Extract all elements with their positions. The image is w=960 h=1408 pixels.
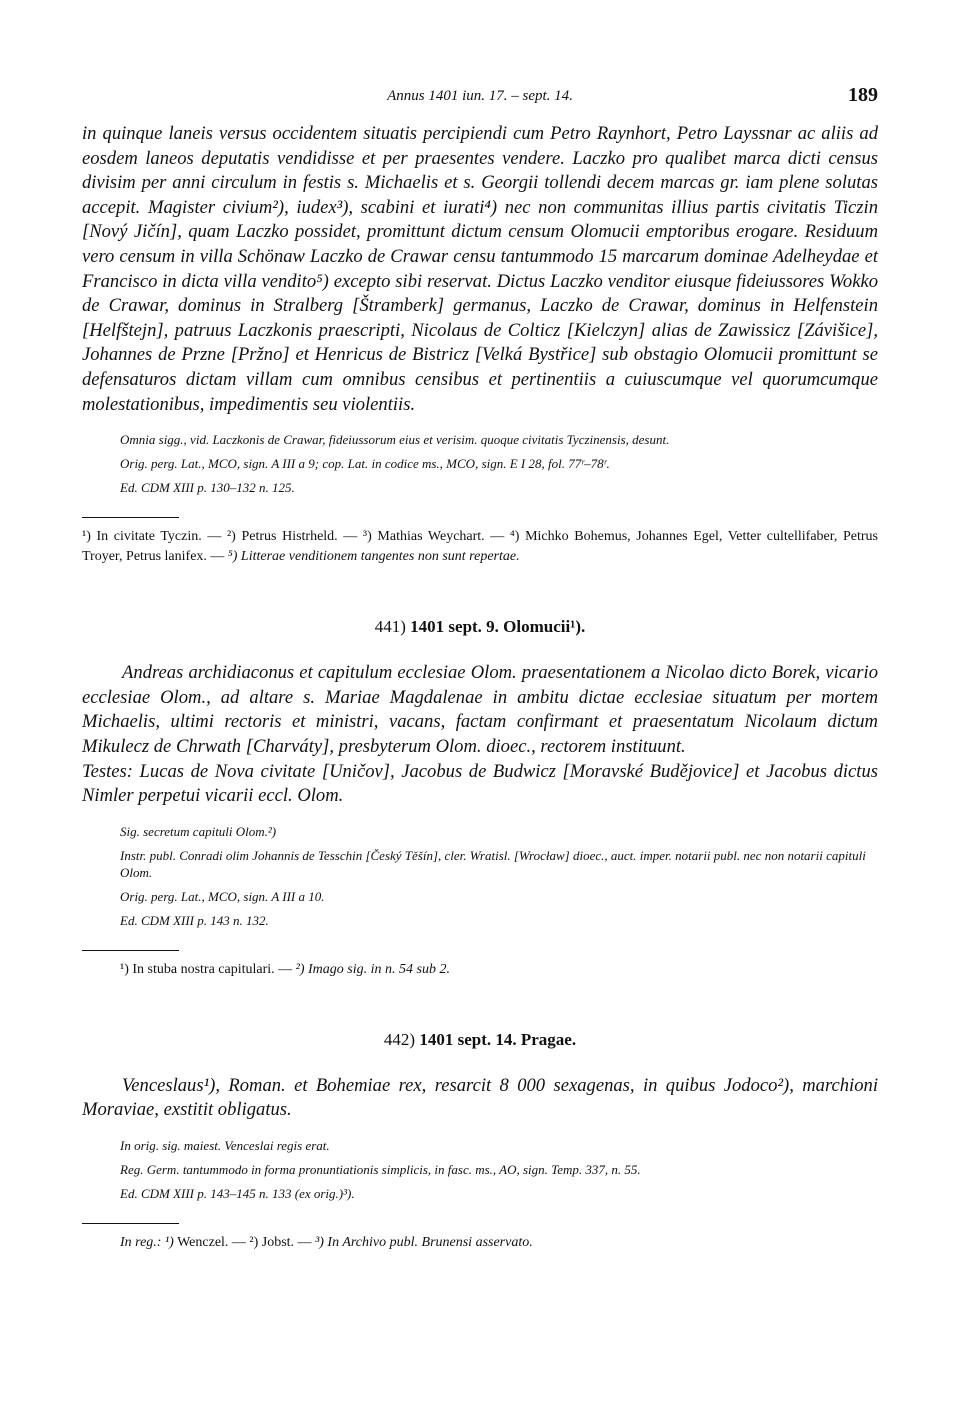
document-date: 1401 sept. 9. Olomucii¹). bbox=[410, 617, 586, 637]
footnote-text: In reg.: ¹) bbox=[120, 1234, 174, 1250]
page-header bbox=[82, 84, 878, 112]
document-number: 441) bbox=[374, 617, 406, 637]
source-note: Orig. perg. Lat., MCO, sign. A III a 9; cop. Lat. in codice ms., MCO, sign. E I 28, fol. 77ʳ–78ʳ. bbox=[120, 456, 610, 472]
seal-note: In orig. sig. maiest. Venceslai regis erat. bbox=[120, 1137, 330, 1153]
edition-note: Ed. CDM XIII p. 143 n. 132. bbox=[120, 912, 269, 928]
footnotes bbox=[82, 527, 878, 567]
footnote-text: ³) In Archivo publ. Brunensi asservato. bbox=[315, 1234, 533, 1250]
document-440 bbox=[82, 122, 878, 567]
footnote-divider bbox=[82, 517, 179, 518]
document-heading bbox=[82, 617, 878, 637]
footnotes bbox=[82, 960, 878, 980]
footnote-text: ⁵) Litterae venditionem tangentes non sunt repertae. bbox=[227, 549, 520, 565]
document-441 bbox=[82, 617, 878, 980]
footnote-divider bbox=[82, 1223, 179, 1224]
document-number: 442) bbox=[383, 1029, 416, 1049]
regest-text: Andreas archidiaconus et capitulum ecclesiae Olom. praesentationem a Nicolao dicto Borek, vicario ecclesiae Olom., ad altare s. Mariae Magdalenae in ambitu dictae ecclesiae situatum per mortem Michaelis, ultimi rectoris et ministri, vacans, factam confirmant et praesentatum Nicolaum dictum Mikulecz de Chrwath [Charváty], presbyterum Olom. dioec., rectorem instituunt. bbox=[82, 662, 878, 757]
page-number: 189 bbox=[848, 84, 878, 106]
document-442 bbox=[82, 1030, 878, 1253]
document-heading bbox=[82, 1030, 878, 1050]
footnotes bbox=[82, 1233, 878, 1253]
edition-note: Ed. CDM XIII p. 143–145 n. 133 (ex orig.)³). bbox=[120, 1185, 355, 1201]
footnote-text: Wenczel. — ²) Jobst. — bbox=[177, 1234, 312, 1250]
document-page bbox=[82, 84, 878, 1253]
regest-text: Venceslaus¹), Roman. et Bohemiae rex, resarcit 8 000 sexagenas, in quibus Jodoco²), marchioni Moraviae, exstitit obligatus. bbox=[82, 1074, 878, 1121]
footnote-text: ¹) In civitate Tyczin. — ²) Petrus Histrheld. — ³) Mathias Weychart. — ⁴) Michko Bohemus, Johannes Egel, Vetter cultellifaber, Petrus Troyer, Petrus lanifex. — bbox=[82, 529, 878, 565]
footnote-text: ²) Imago sig. in n. 54 sub 2. bbox=[295, 961, 450, 977]
document-date: 1401 sept. 14. Pragae. bbox=[419, 1029, 577, 1049]
edition-note: Ed. CDM XIII p. 130–132 n. 125. bbox=[120, 480, 295, 496]
footnote-divider bbox=[82, 950, 179, 951]
running-head: Annus 1401 iun. 17. – sept. 14. bbox=[387, 88, 573, 104]
source-note: Orig. perg. Lat., MCO, sign. A III a 10. bbox=[120, 888, 325, 904]
seal-note: Sig. secretum capituli Olom.²) bbox=[120, 823, 277, 839]
regest-text: in quinque laneis versus occidentem situatis percipiendi cum Petro Raynhort, Petro Layssnar ac aliis ad eosdem laneos deputatis vendidisse et per praesentes vendere. Laczko pro qualibet marca dicti census divisim per anni circulum in festis s. Michaelis et s. Georgii tollendi decem marcas gr. iam plene solutas accepit. Magister civium²), iudex³), scabini et iurati⁴) nec non communitas illius partis civitatis Ticzin [Nový Jičín], quam Laczko possidet, promittunt dictum censum Olomucii emptoribus erogare. Residuum vero censum in villa Schönaw Laczko de Crawar censu tantummodo 15 marcarum dominae Adelheydae et Francisco in dicta villa vendito⁵) excepto sibi reservat. Dictus Laczko venditor eiusque fideiussores Wokko de Crawar, dominus in Stralberg [Štramberk] germanus, Laczko de Crawar, dominus in Helfenstein [Helfštejn], patruus Laczkonis praescripti, Nicolaus de Colticz [Kielczyn] alias de Zawissicz [Závišice], Johannes de Przne [Pržno] et Henricus de Bistricz [Velká Bystřice] sub obstagio Olomucii promittunt se defensaturos dictam villam cum omnibus censibus et pertinentiis a cuiuscumque vel quorumcumque molestationibus, impedimentis seu violentiis. bbox=[82, 123, 878, 415]
register-note: Reg. Germ. tantummodo in forma pronuntiationis simplicis, in fasc. ms., AO, sign. Temp. 337, n. 55. bbox=[120, 1161, 641, 1177]
witnesses-text: Testes: Lucas de Nova civitate [Uničov], Jacobus de Budwicz [Moravské Budějovice] et Jacobus dictus Nimler perpetui vicarii eccl. Olom. bbox=[82, 760, 878, 807]
footnote-text: ¹) In stuba nostra capitulari. — bbox=[120, 961, 293, 977]
instrument-note: Instr. publ. Conradi olim Johannis de Tesschin [Český Těšín], cler. Wratisl. [Wrocław] dioec., auct. imper. notarii publ. nec non notarii capituli Olom. bbox=[120, 847, 866, 880]
seal-note: Omnia sigg., vid. Laczkonis de Crawar, fideiussorum eius et verisim. quoque civitatis Tyczinensis, desunt. bbox=[120, 432, 670, 448]
